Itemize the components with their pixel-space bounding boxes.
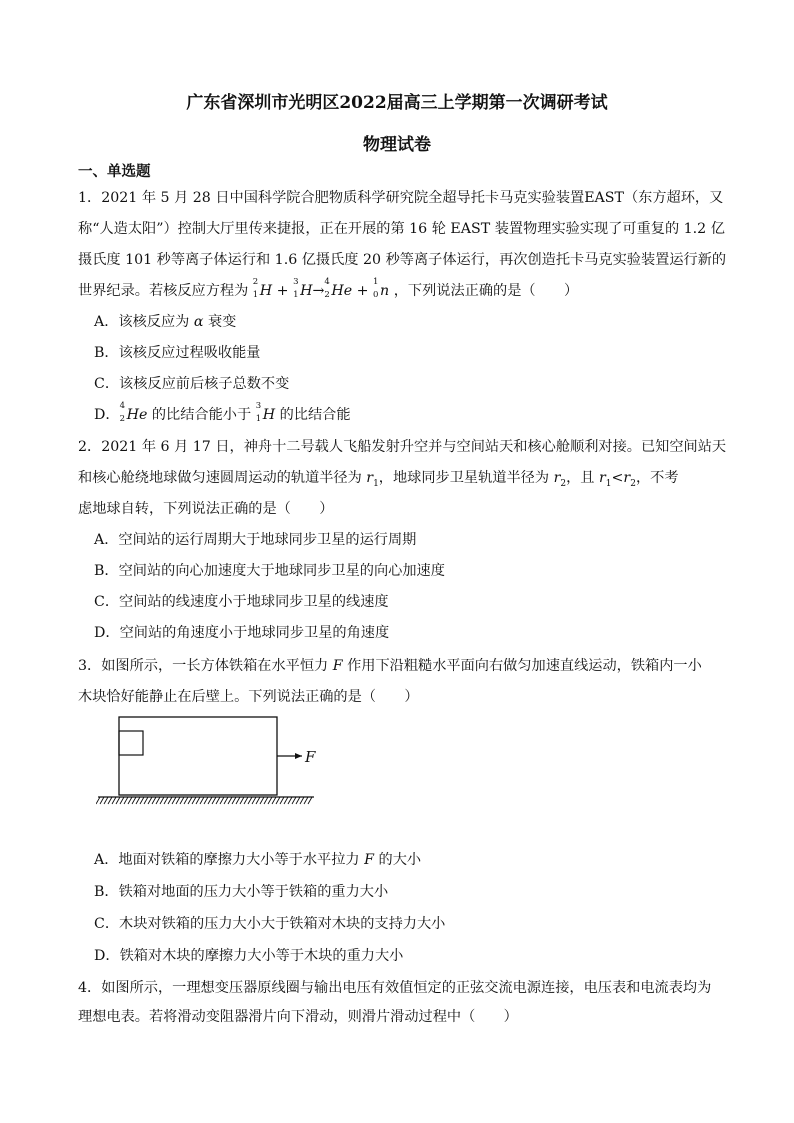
q1-line-3: 摄氏度 101 秒等离子体运行和 1.6 亿摄氏度 20 秒等离子体运行，再次创造托卡马克实验装置运行新的	[78, 252, 727, 268]
nuclide-helium: 4 2 He	[119, 401, 148, 424]
q1-line4-suffix: ，下列说法正确的是（ ）	[393, 283, 579, 299]
q2-option-b[interactable]: B．空间站的向心加速度大于地球同步卫星的向心加速度	[94, 563, 445, 579]
q2-line-1: 2．2021 年 6 月 17 日，神舟十二号载人飞船发射升空并与空间站天和核心舱顺利对接。已知空间站天	[78, 439, 727, 455]
exam-title: 广东省深圳市光明区2022届高三上学期第一次调研考试	[186, 93, 608, 113]
box-on-ground-figure	[96, 715, 321, 815]
q3-line-2: 木块恰好能静止在后壁上。下列说法正确的是（ ）	[78, 689, 419, 705]
q2-line-2: 和核心舱绕地球做匀速圆周运动的轨道半径为 $r_1$，地球同步卫星轨道半径为 $r_2$，且 $r_1<r_2$，不考	[78, 470, 679, 489]
q1-option-d[interactable]: D． 4 2 He 的比结合能小于 3 1 H 的比结合能	[94, 401, 351, 424]
q3-option-c[interactable]: C．木块对铁箱的压力大小大于铁箱对木块的支持力大小	[94, 916, 446, 932]
q1-option-b[interactable]: B．该核反应过程吸收能量	[94, 345, 261, 361]
q3-option-b[interactable]: B．铁箱对地面的压力大小等于铁箱的重力大小	[94, 884, 389, 900]
reaction-arrow: →	[312, 283, 325, 299]
plus-sign: +	[276, 283, 289, 299]
iron-box	[119, 717, 277, 795]
nuclide-neutron: 1 0 n	[373, 277, 390, 300]
alpha-symbol: α	[193, 314, 204, 330]
section-heading: 一、单选题	[78, 163, 151, 180]
q2-option-a[interactable]: A．空间站的运行周期大于地球同步卫星的运行周期	[94, 532, 417, 548]
q1-line4-prefix: 世界纪录。若核反应方程为	[78, 283, 253, 299]
q1-line-1: 1．2021 年 5 月 28 日中国科学院合肥物质科学研究院全超导托卡马克实验装置EAST（东方超环，又	[78, 190, 724, 206]
q1-option-c[interactable]: C．该核反应前后核子总数不变	[94, 376, 290, 392]
exam-subtitle: 物理试卷	[363, 135, 431, 155]
q3-option-d[interactable]: D．铁箱对木块的摩擦力大小等于木块的重力大小	[94, 948, 404, 964]
q1-line-4	[78, 277, 579, 300]
force-label: F	[305, 748, 316, 766]
q2-option-d[interactable]: D．空间站的角速度小于地球同步卫星的角速度	[94, 625, 390, 641]
ground-hatching	[96, 797, 312, 804]
force-arrowhead	[295, 753, 302, 759]
q4-line-2: 理想电表。若将滑动变阻器滑片向下滑动，则滑片滑动过程中（ ）	[78, 1009, 518, 1025]
q1-line-2: 称“人造太阳”）控制大厅里传来捷报，正在开展的第 16 轮 EAST 装置物理实验实现了可重复的 1.2 亿	[78, 221, 725, 237]
nuclide-deuterium: 2 1 H	[252, 277, 273, 300]
q3-option-a[interactable]: A．地面对铁箱的摩擦力大小等于水平拉力 F 的大小	[94, 852, 422, 868]
q3-line-1: 3．如图所示，一长方体铁箱在水平恒力 F 作用下沿粗糙水平面向右做匀加速直线运动，铁箱内一小	[78, 658, 702, 674]
wood-block	[119, 731, 143, 755]
q2-option-c[interactable]: C．空间站的线速度小于地球同步卫星的线速度	[94, 594, 389, 610]
q1-option-a[interactable]: A．该核反应为 α 衰变	[94, 314, 237, 330]
q4-line-1: 4．如图所示，一理想变压器原线圈与输出电压有效值恒定的正弦交流电源连接，电压表和电流表均为	[78, 980, 712, 996]
nuclide-tritium: 3 1 H	[293, 277, 313, 300]
nuclide-helium: 4 2 He	[324, 277, 353, 300]
plus-sign: +	[356, 283, 369, 299]
q2-line-3: 虑地球自转，下列说法正确的是（ ）	[78, 501, 334, 517]
nuclide-tritium: 3 1 H	[255, 401, 276, 424]
nuclear-equation	[252, 277, 394, 300]
